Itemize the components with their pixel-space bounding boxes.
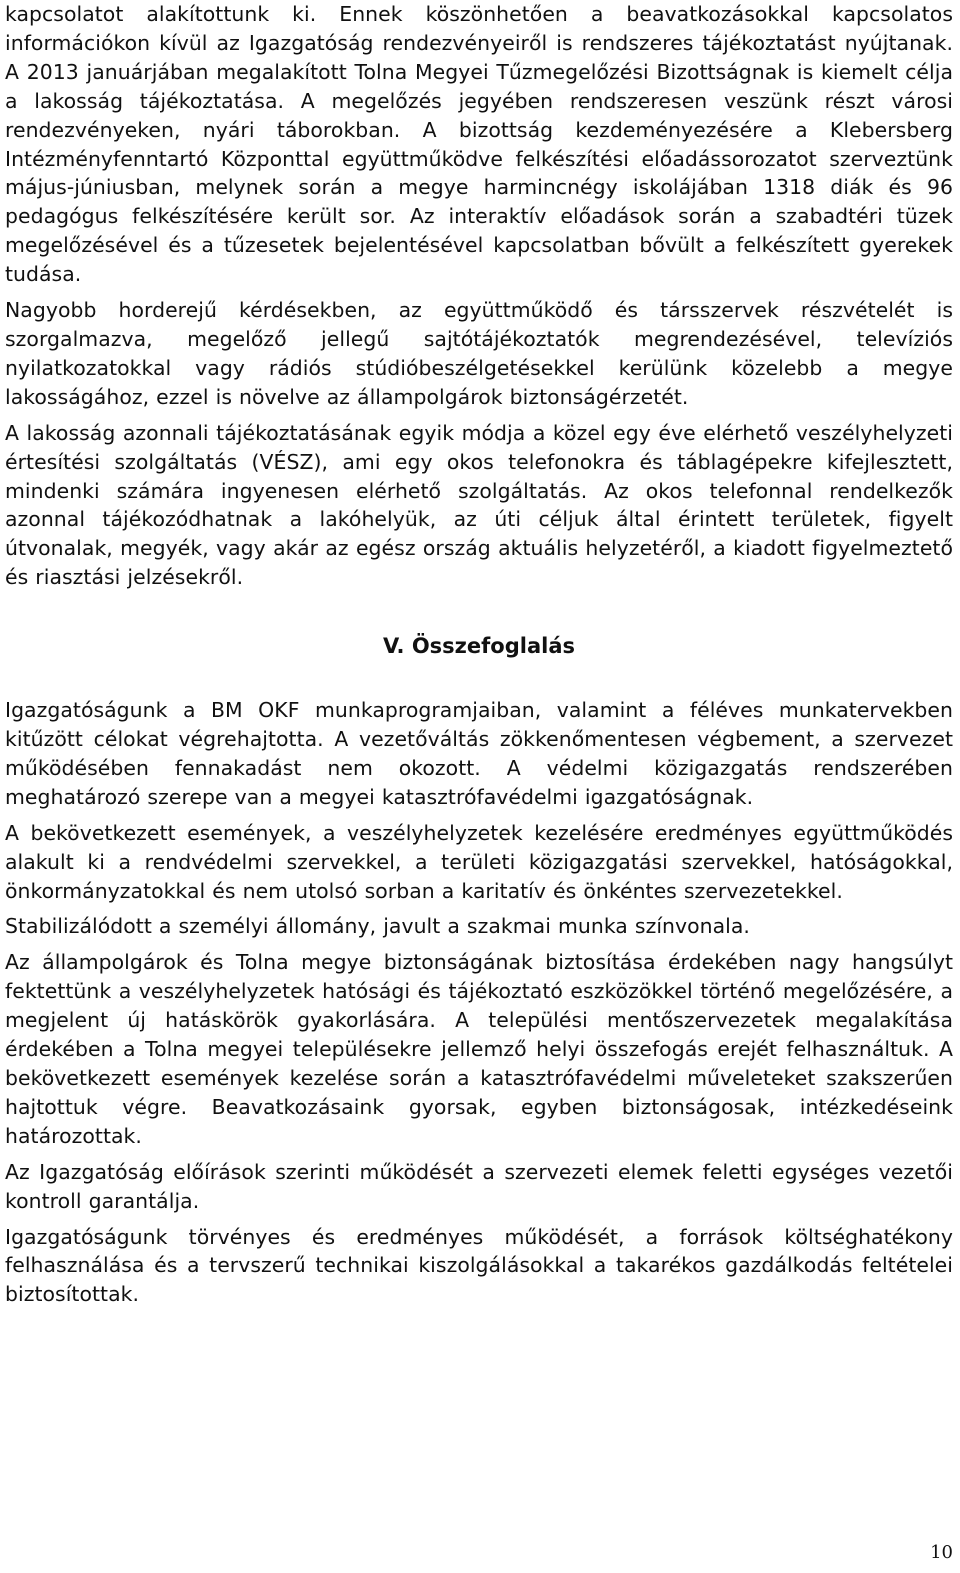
paragraph-cooperation: A bekövetkezett események, a veszélyhelyzetek kezelésére eredményes együttműködés alakult ki a rendvédelmi szervekkel, a területi közigazgatási szervekkel, hatóságokkal, önkormányzatokkal és nem utolsó sorban a karitatív és önkéntes szervezetekkel. bbox=[5, 820, 953, 903]
paragraph-vesz-service: A lakosság azonnali tájékoztatásának egyik módja a közel egy éve elérhető veszélyhelyzeti értesítési szolgáltatás (VÉSZ), ami egy okos telefonokra és táblagépekre kifejlesztett, mindenki számára ingyenesen elérhető szolgáltatás. Az okos telefonnal rendelkezők azonnal tájékozódhatnak a lakóhelyük, az úti céljuk által érintett területek, figyelt útvonalak, megyék, vagy akár az egész ország aktuális helyzetéről, a kiadott figyelmeztető és riasztási jelzésekről. bbox=[5, 420, 953, 590]
paragraph-prevention: Az állampolgárok és Tolna megye biztonságának biztosítása érdekében nagy hangsúlyt fektettünk a veszélyhelyzetek hatósági és tájékoztató eszközökkel történő megelőzésére, a megjelent új hatáskörök gyakorlására. A települési mentőszervezetek megalakítása érdekében a Tolna megyei településekre jellemző helyi összefogás erejét felhasználtuk. A bekövetkezett események kezelése során a katasztrófavédelmi műveleteket szakszerűen hajtottuk végre. Beavatkozásaink gyorsak, egyben biztonságosak, intézkedéseink határozottak. bbox=[5, 950, 953, 1148]
section-heading: V. Összefoglalás bbox=[383, 634, 575, 659]
page-number: 10 bbox=[930, 1542, 953, 1563]
paragraph-communication: kapcsolatot alakítottunk ki. Ennek köszönhetően a beavatkozásokkal kapcsolatos információkon kívül az Igazgatóság rendezvényeiről is rendszeres tájékoztatást nyújtanak. A 2013 januárjában megalakított Tolna Megyei Tűzmegelőzési Bizottságnak is kiemelt célja a lakosság tájékoztatása. A megelőzés jegyében rendszeresen veszünk részt városi rendezvényeken, nyári táborokban. A bizottság kezdeményezésére a Klebersberg Intézményfenntartó Központtal együttműködve felkészítési előadássorozatot szerveztünk május-júniusban, melynek során a megye harmincnégy iskolájában 1318 diák és 96 pedagógus felkészítésére került sor. Az interaktív előadások során a szabadtéri tüzek megelőzésével és a tűzesetek bejelentésével kapcsolatban bővült a felkészített gyerekek tudása. bbox=[5, 2, 953, 287]
paragraph-summary-goals: Igazgatóságunk a BM OKF munkaprogramjaiban, valamint a féléves munkatervekben kitűzött célokat végrehajtotta. A vezetőváltás zökkenőmentesen végbement, a szervezet működésében fennakadást nem okozott. A védelmi közigazgatás rendszerében meghatározó szerepe van a megyei katasztrófavédelmi igazgatóságnak. bbox=[5, 698, 953, 809]
paragraph-budget: Igazgatóságunk törvényes és eredményes működését, a források költséghatékony felhasználása és a tervszerű technikai kiszolgálásokkal a takarékos gazdálkodás feltételei biztosítottak. bbox=[5, 1224, 953, 1307]
paragraph-control: Az Igazgatóság előírások szerinti működését a szervezeti elemek feletti egységes vezetői kontroll garantálja. bbox=[5, 1159, 953, 1213]
paragraph-press-relations: Nagyobb horderejű kérdésekben, az együttműködő és társszervek részvételét is szorgalmazva, megelőző jellegű sajtótájékoztatók megrendezésével, televíziós nyilatkozatokkal vagy rádiós stúdióbeszélgetésekkel kerülünk közelebb a megye lakosságához, ezzel is növelve az állampolgárok biztonságérzetét. bbox=[5, 298, 953, 409]
document-page bbox=[5, 0, 953, 1309]
paragraph-staff: Stabilizálódott a személyi állomány, javult a szakmai munka színvonala. bbox=[5, 914, 750, 939]
